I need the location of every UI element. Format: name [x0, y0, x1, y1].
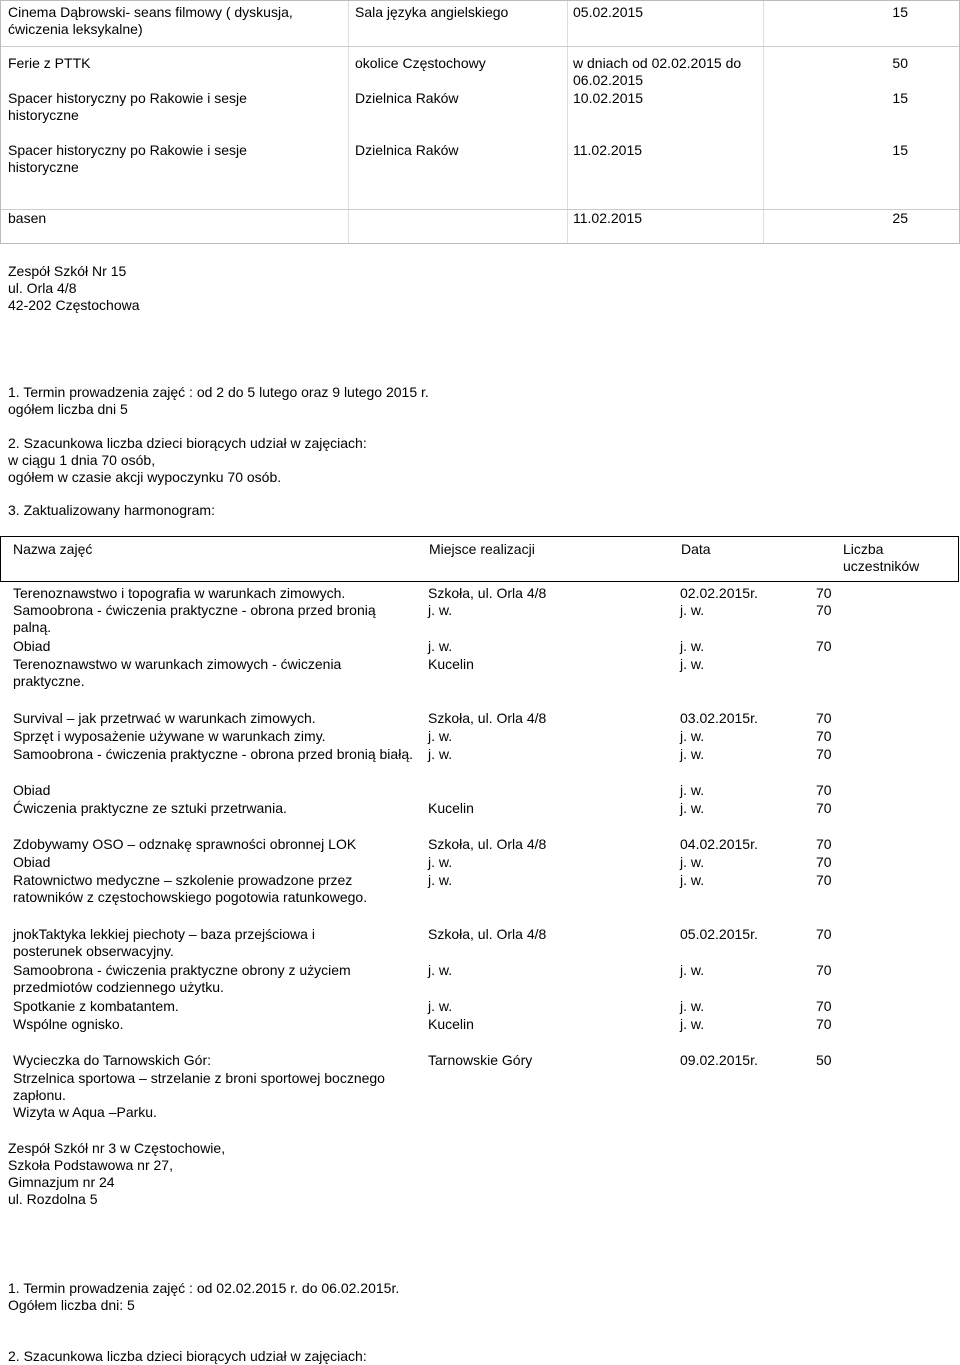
row-name: Strzelnica sportowa – strzelanie z broni sportowej bocznego zapłonu.: [13, 1070, 385, 1103]
schedule-body: [0, 580, 958, 1120]
row-name: Ćwiczenia praktyczne ze sztuki przetrwania.: [13, 800, 287, 816]
school-name: Zespół Szkół nr 3 w Częstochowie,: [8, 1140, 226, 1156]
row-place: Kucelin: [428, 1016, 474, 1032]
school-gymnasium: Gimnazjum nr 24: [8, 1174, 115, 1190]
row-place: j. w.: [428, 602, 453, 618]
row-date: j. w.: [680, 1016, 705, 1032]
days-line: ogółem liczba dni 5: [8, 401, 128, 417]
row-count: 70: [816, 585, 832, 601]
estimate-heading: 2. Szacunkowa liczba dzieci biorących udział w zajęciach:: [8, 435, 367, 451]
activity-count: 50: [892, 55, 908, 71]
row-count: 70: [816, 1016, 832, 1032]
header-name: Nazwa zajęć: [13, 541, 93, 557]
row-place: j. w.: [428, 746, 453, 762]
school-name: Zespół Szkół Nr 15: [8, 263, 127, 279]
row-date: j. w.: [680, 998, 705, 1014]
row-place: j. w.: [428, 962, 453, 978]
row-count: 50: [816, 1052, 832, 1068]
activity-count: 15: [892, 4, 908, 20]
activity-name: Spacer historyczny po Rakowie i sesje historyczne: [8, 90, 247, 123]
row-place: Szkoła, ul. Orla 4/8: [428, 585, 547, 601]
row-name: Survival – jak przetrwać w warunkach zimowych.: [13, 710, 316, 726]
activity-name: Ferie z PTTK: [8, 55, 91, 71]
activity-name: basen: [8, 210, 47, 226]
header-place: Miejsce realizacji: [429, 541, 535, 557]
school-street: ul. Rozdolna 5: [8, 1191, 98, 1207]
row-count: 70: [816, 854, 832, 870]
term-line: 1. Termin prowadzenia zajęć : od 2 do 5 lutego oraz 9 lutego 2015 r.: [8, 384, 429, 400]
row-count: 70: [816, 710, 832, 726]
row-count: 70: [816, 836, 832, 852]
activity-name: Spacer historyczny po Rakowie i sesje historyczne: [8, 142, 247, 175]
row-name: Obiad: [13, 782, 51, 798]
top-activities-table: [0, 0, 960, 244]
activity-count: 25: [892, 210, 908, 226]
row-place: j. w.: [428, 854, 453, 870]
row-date: 05.02.2015r.: [680, 926, 758, 942]
activity-date: 11.02.2015: [573, 210, 643, 226]
days-line: Ogółem liczba dni: 5: [8, 1297, 135, 1313]
activity-count: 15: [892, 142, 908, 158]
row-name: Obiad: [13, 638, 51, 654]
row-name: Sprzęt i wyposażenie używane w warunkach zimy.: [13, 728, 326, 744]
activity-name: Cinema Dąbrowski- seans filmowy ( dyskusja, ćwiczenia leksykalne): [8, 4, 293, 37]
row-place: Kucelin: [428, 656, 474, 672]
row-date: j. w.: [680, 602, 705, 618]
row-name: Wspólne ognisko.: [13, 1016, 124, 1032]
row-name: Obiad: [13, 854, 51, 870]
row-count: 70: [816, 602, 832, 618]
activity-date: 10.02.2015: [573, 90, 644, 106]
row-count: 70: [816, 872, 832, 888]
estimate-total: ogółem w czasie akcji wypoczynku 70 osób.: [8, 469, 282, 485]
row-name: Zdobywamy OSO – odznakę sprawności obronnej LOK: [13, 836, 357, 852]
header-count: Liczba uczestników: [843, 541, 920, 574]
school-address: [8, 1140, 225, 1208]
row-date: 02.02.2015r.: [680, 585, 758, 601]
info-section: [8, 384, 429, 519]
row-date: j. w.: [680, 854, 705, 870]
row-place: Szkoła, ul. Orla 4/8: [428, 710, 547, 726]
schedule-heading: 3. Zaktualizowany harmonogram:: [8, 502, 215, 518]
activity-date: 05.02.2015: [573, 4, 644, 20]
row-count: 70: [816, 638, 832, 654]
row-name: jnokTaktyka lekkiej piechoty – baza przejściowa i posterunek obserwacyjny.: [13, 926, 315, 959]
row-name: Terenoznawstwo i topografia w warunkach zimowych.: [13, 585, 346, 601]
row-count: 70: [816, 728, 832, 744]
activity-place: Sala języka angielskiego: [355, 4, 509, 20]
row-date: j. w.: [680, 962, 705, 978]
row-name: Wizyta w Aqua –Parku.: [13, 1104, 157, 1120]
row-place: Kucelin: [428, 800, 474, 816]
term-line: 1. Termin prowadzenia zajęć : od 02.02.2015 r. do 06.02.2015r.: [8, 1280, 400, 1296]
row-date: j. w.: [680, 872, 705, 888]
row-count: 70: [816, 746, 832, 762]
row-place: j. w.: [428, 638, 453, 654]
row-date: j. w.: [680, 728, 705, 744]
row-count: 70: [816, 926, 832, 942]
row-date: j. w.: [680, 638, 705, 654]
activity-place: okolice Częstochowy: [355, 55, 486, 71]
row-date: j. w.: [680, 782, 705, 798]
row-count: 70: [816, 998, 832, 1014]
activity-place: Dzielnica Raków: [355, 90, 459, 106]
row-date: j. w.: [680, 746, 705, 762]
row-name: Terenoznawstwo w warunkach zimowych - ćwiczenia praktyczne.: [13, 656, 342, 689]
row-place: j. w.: [428, 998, 453, 1014]
school-address: [8, 263, 140, 314]
activity-place: Dzielnica Raków: [355, 142, 459, 158]
info-section: [8, 1280, 399, 1314]
row-name: Ratownictwo medyczne – szkolenie prowadzone przez ratowników z częstochowskiego pogotowia ratunkowego.: [13, 872, 368, 905]
row-count: 70: [816, 782, 832, 798]
school-primary: Szkoła Podstawowa nr 27,: [8, 1157, 173, 1173]
activity-date: w dniach od 02.02.2015 do 06.02.2015: [573, 55, 742, 88]
estimate-daily: w ciągu 1 dnia 70 osób,: [8, 452, 156, 468]
row-place: Szkoła, ul. Orla 4/8: [428, 836, 547, 852]
row-count: 70: [816, 962, 832, 978]
row-date: 09.02.2015r.: [680, 1052, 758, 1068]
row-date: j. w.: [680, 800, 705, 816]
row-name: Spotkanie z kombatantem.: [13, 998, 179, 1014]
school-street: ul. Orla 4/8: [8, 280, 77, 296]
school-city: 42-202 Częstochowa: [8, 297, 140, 313]
row-count: 70: [816, 800, 832, 816]
row-place: j. w.: [428, 872, 453, 888]
activity-date: 11.02.2015: [573, 142, 643, 158]
estimate-heading: 2. Szacunkowa liczba dzieci biorących udział w zajęciach:: [8, 1348, 367, 1364]
row-place: Szkoła, ul. Orla 4/8: [428, 926, 547, 942]
row-place: Tarnowskie Góry: [428, 1052, 533, 1068]
row-date: 04.02.2015r.: [680, 836, 758, 852]
row-place: j. w.: [428, 728, 453, 744]
row-name: Samoobrona - ćwiczenia praktyczne - obrona przed bronią białą.: [13, 746, 413, 762]
row-date: 03.02.2015r.: [680, 710, 758, 726]
row-name: Samoobrona - ćwiczenia praktyczne obrony z użyciem przedmiotów codziennego użytku.: [13, 962, 351, 995]
row-date: j. w.: [680, 656, 705, 672]
schedule-header: [0, 536, 959, 582]
activity-count: 15: [892, 90, 908, 106]
header-date: Data: [681, 541, 711, 557]
row-name: Wycieczka do Tarnowskich Gór:: [13, 1052, 212, 1068]
row-name: Samoobrona - ćwiczenia praktyczne - obrona przed bronią palną.: [13, 602, 376, 635]
